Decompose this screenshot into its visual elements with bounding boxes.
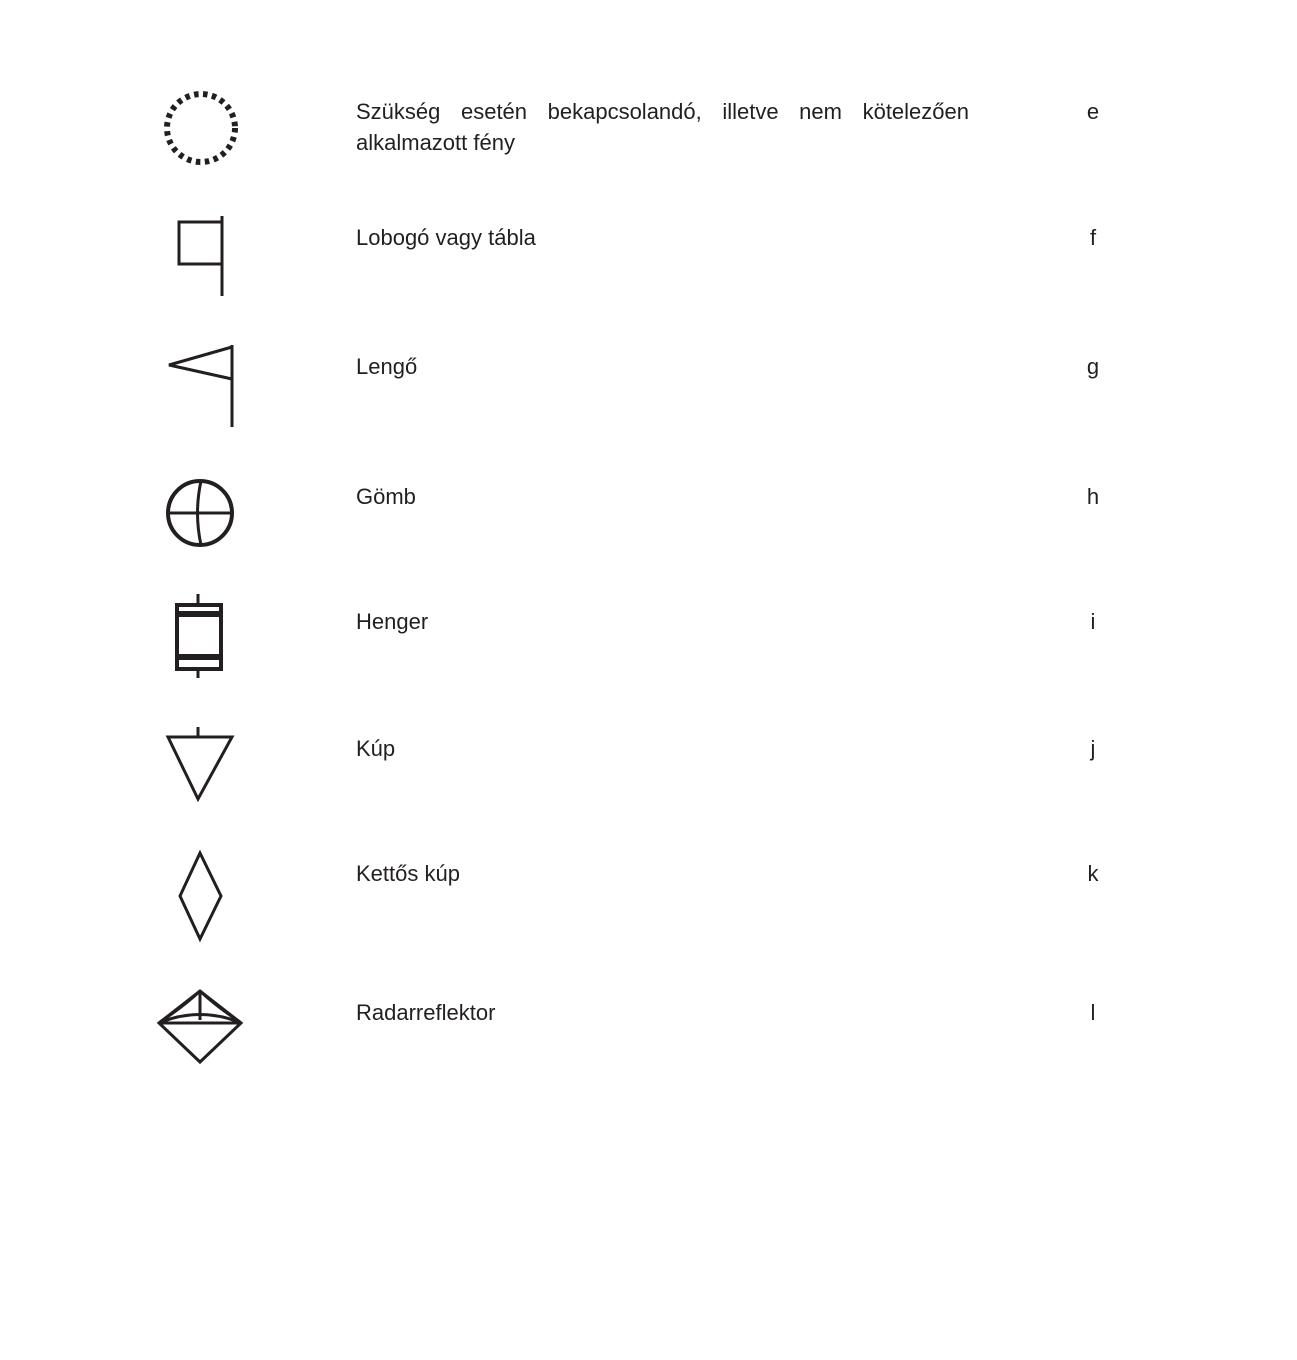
- legend-code: l: [1090, 1000, 1096, 1025]
- legend-code: f: [1089, 225, 1097, 250]
- legend-description: Henger: [356, 609, 429, 634]
- flag-board-icon: [150, 212, 250, 312]
- double-cone-icon: [150, 850, 250, 950]
- cylinder-icon: [150, 592, 250, 692]
- legend-code: i: [1090, 609, 1096, 634]
- legend-description: Lobogó vagy tábla: [356, 225, 536, 250]
- legend-code: g: [1086, 354, 1100, 379]
- radar-reflector-icon: [150, 987, 250, 1087]
- legend-description: Radarreflektor: [356, 1000, 496, 1025]
- legend-description: Lengő: [356, 354, 418, 379]
- legend-code: h: [1086, 484, 1100, 509]
- legend-code: k: [1087, 861, 1099, 886]
- legend-description: Kúp: [356, 736, 396, 761]
- dotted-circle-icon: [150, 80, 250, 180]
- ball-icon: [150, 463, 250, 563]
- legend-code: j: [1090, 736, 1096, 761]
- cone-icon: [150, 725, 250, 825]
- legend-code: e: [1086, 99, 1100, 124]
- pennant-icon: [150, 341, 250, 441]
- legend-description: Gömb: [356, 484, 416, 509]
- legend-description: Szükség esetén bekapcsolandó, illetve nem kötelezően alkalmazott fény: [356, 99, 969, 155]
- legend-description: Kettős kúp: [356, 861, 460, 886]
